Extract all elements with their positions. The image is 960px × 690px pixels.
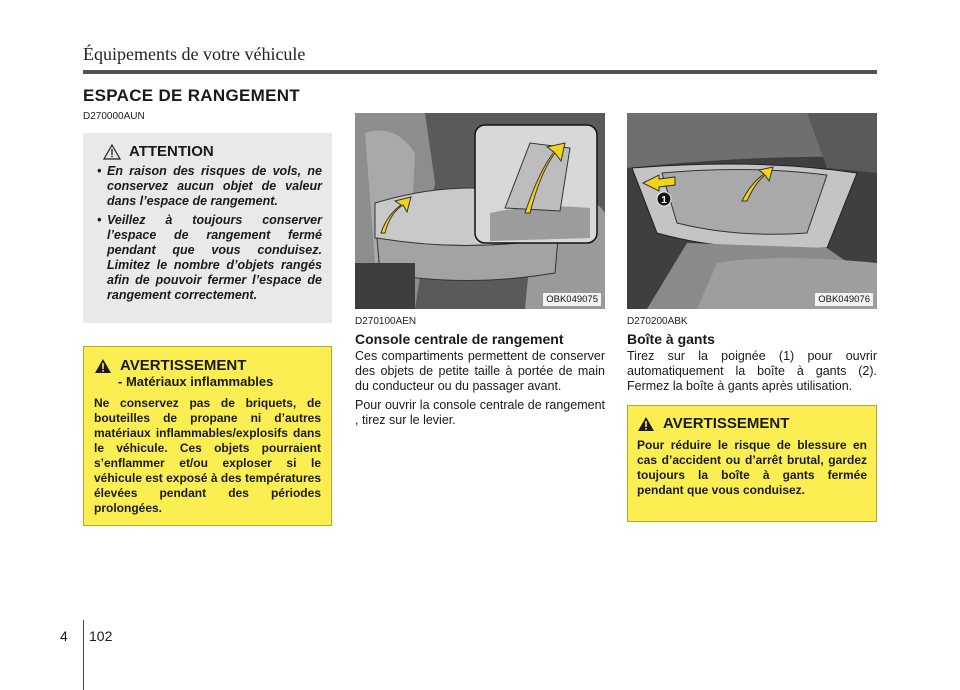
caution-triangle-icon [103, 144, 121, 160]
console-text [355, 349, 605, 428]
attention-list [93, 164, 322, 303]
glovebox-title: Boîte à gants [627, 331, 715, 347]
warning-title: AVERTISSEMENT [120, 357, 247, 374]
console-title: Console centrale de rangement [355, 331, 564, 347]
console-code: D270100AEN [355, 316, 417, 327]
console-paragraph: Pour ouvrir la console centrale de rangement , tirez sur le levier. [355, 398, 605, 427]
callout-number: 1 [661, 195, 667, 206]
section-code: D270000AUN [83, 111, 145, 122]
attention-item: • Veillez à toujours conserver l’espace de rangement fermé pendant que vous conduisez. Limitez le nombre d’objets rangés afin de pouvoir fermer l’espace de rangement correctement. [97, 213, 322, 302]
warning-header [94, 357, 321, 374]
glovebox-illustration [627, 113, 877, 309]
warning-header [637, 415, 867, 432]
warning-subtitle: - Matériaux inflammables [118, 374, 274, 389]
glovebox-text [627, 349, 877, 394]
page-chapter: 4 [60, 628, 68, 644]
glovebox-drawing [627, 113, 877, 309]
header-title: Équipements de votre véhicule [83, 44, 306, 64]
image-label: OBK049075 [543, 293, 601, 306]
warning-body: Ne conservez pas de briquets, de bouteilles de propane ni d’autres matériaux inflammables/explosifs dans le véhicule. Ces objets pourraient s’enflammer et/ou exploser si le véhicule est exposé à des températures élevées pendant des périodes prolongées. [94, 396, 321, 515]
warning-title: AVERTISSEMENT [663, 415, 790, 432]
attention-header [103, 143, 322, 160]
console-illustration [355, 113, 605, 309]
header-rule [83, 70, 877, 74]
warning-box-glovebox [627, 405, 877, 522]
warning-body: Pour réduire le risque de blessure en cas d’accident ou d’arrêt brutal, gardez toujours la boîte à gants fermée pendant que vous conduisez. [637, 438, 867, 497]
section-title: ESPACE DE RANGEMENT [83, 86, 300, 105]
warning-triangle-icon [94, 358, 112, 374]
warning-box-flammable [83, 346, 332, 526]
console-drawing [355, 113, 605, 309]
attention-item: • En raison des risques de vols, ne conservez aucun objet de valeur dans l’espace de rangement. [97, 164, 322, 208]
glovebox-code: D270200ABK [627, 316, 688, 327]
console-paragraph: Ces compartiments permettent de conserver des objets de petite taille à portée de main du conducteur ou du passager avant. [355, 349, 605, 393]
attention-box [83, 133, 332, 323]
warning-triangle-icon [637, 416, 655, 432]
image-label: OBK049076 [815, 293, 873, 306]
glovebox-paragraph: Tirez sur la poignée (1) pour ouvrir automatiquement la boîte à gants (2). Fermez la boîte à gants après utilisation. [627, 349, 877, 393]
page-number: 102 [89, 628, 113, 644]
attention-title: ATTENTION [129, 143, 214, 160]
footer-rule [83, 620, 84, 690]
